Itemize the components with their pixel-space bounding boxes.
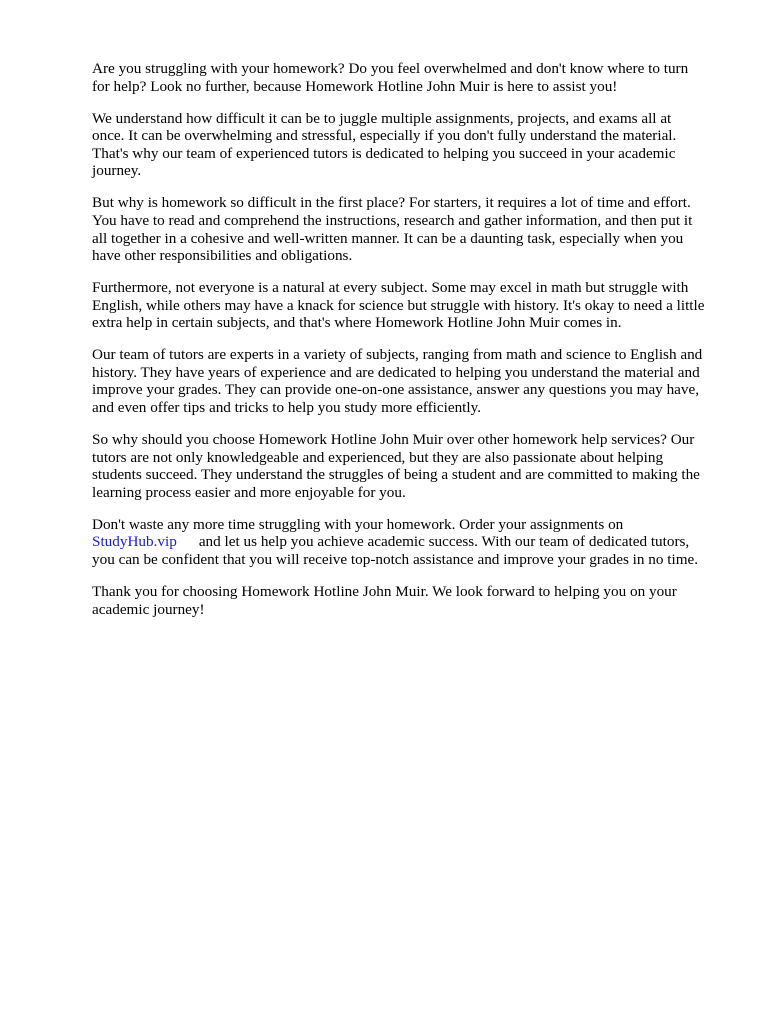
text-line: have other responsibilities and obligations. (92, 247, 353, 265)
paragraph-closing (92, 583, 720, 618)
text-line: English, while others may have a knack for science but struggle with history. It's okay to need a little (92, 296, 705, 314)
paragraph-subjects (92, 279, 720, 332)
paragraph-cta (92, 516, 720, 569)
text-line: all together in a cohesive and well-written manner. It can be a daunting task, especially when you (92, 229, 684, 247)
text-line: So why should you choose Homework Hotline John Muir over other homework help services? Our (92, 431, 695, 449)
text-line: you can be confident that you will receive top-notch assistance and improve your grades in no time. (92, 551, 699, 568)
text-line: Thank you for choosing Homework Hotline John Muir. We look forward to helping you on your (92, 582, 677, 600)
text-line: journey. (92, 162, 142, 180)
text-line: Our team of tutors are experts in a variety of subjects, ranging from math and science to English and (92, 346, 703, 364)
text-line: history. They have years of experience and are dedicated to helping you understand the material and (92, 363, 700, 381)
paragraph-difficulty (92, 110, 720, 180)
text-line: But why is homework so difficult in the first place? For starters, it requires a lot of time and effort. (92, 194, 691, 212)
text-line: academic journey! (92, 600, 205, 618)
text-line: That's why our team of experienced tutors is dedicated to helping you succeed in your academic (92, 144, 676, 162)
text-line: You have to read and comprehend the instructions, research and gather information, and then put it (92, 211, 693, 229)
text-line: Don't waste any more time struggling with your homework. Order your assignments on (92, 515, 624, 533)
text-fragment: and let us help you achieve academic success. With our team of dedicated tutors, (198, 533, 690, 551)
text-line: learning process easier and more enjoyable for you. (92, 483, 406, 501)
paragraph-why-choose (92, 431, 720, 501)
text-line: students succeed. They understand the struggles of being a student and are committed to making the (92, 466, 700, 484)
text-line: tutors are not only knowledgeable and experienced, but they are also passionate about helping (92, 448, 664, 466)
text-line: improve your grades. They can provide one-on-one assistance, answer any questions you may have, (92, 381, 700, 399)
paragraph-why-difficult (92, 194, 720, 264)
text-line: extra help in certain subjects, and that's where Homework Hotline John Muir comes in. (92, 314, 622, 332)
text-line: Are you struggling with your homework? Do you feel overwhelmed and don't know where to turn (92, 60, 689, 77)
studyhub-link[interactable]: StudyHub.vip (92, 533, 177, 551)
text-line: for help? Look no further, because Homework Hotline John Muir is here to assist you! (92, 77, 618, 95)
text-line: Furthermore, not everyone is a natural at every subject. Some may excel in math but struggle with (92, 279, 689, 297)
text-line-with-link (92, 533, 720, 551)
paragraph-tutors (92, 346, 720, 416)
document-page (92, 60, 720, 633)
text-line: and even offer tips and tricks to help you study more efficiently. (92, 399, 482, 417)
text-line: We understand how difficult it can be to juggle multiple assignments, projects, and exams all at (92, 109, 672, 127)
text-line: once. It can be overwhelming and stressful, especially if you don't fully understand the material. (92, 127, 677, 145)
paragraph-intro (92, 60, 720, 95)
